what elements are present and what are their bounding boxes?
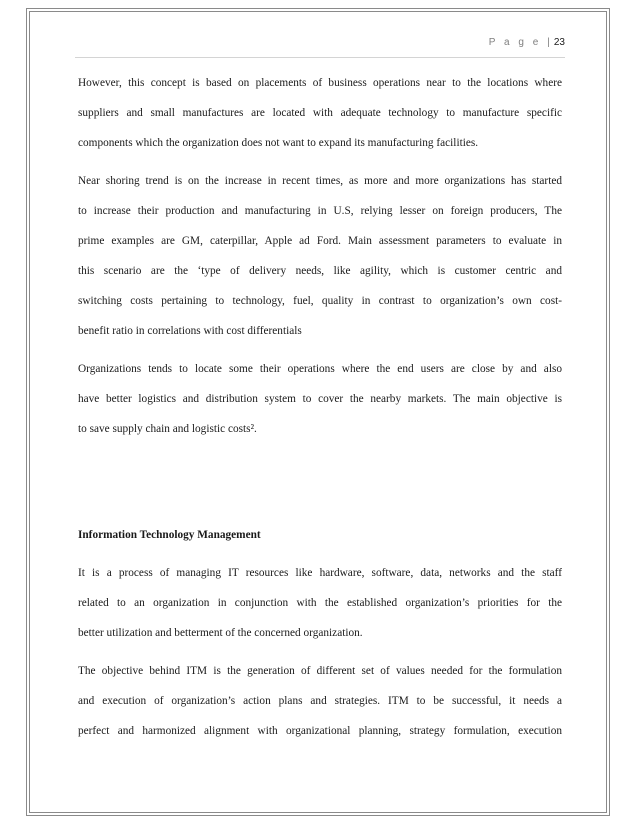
page-label: P a g e — [488, 37, 542, 48]
section-spacer — [78, 452, 562, 520]
text-line: to increase their production and manufacturing in U.S, relying lesser on foreign producers, The — [78, 205, 562, 217]
document-body — [78, 68, 562, 754]
text-line: Organizations tends to locate some their operations where the end users are close by and also — [78, 363, 562, 375]
text-line: have better logistics and distribution system to cover the nearby markets. The main objective is — [78, 393, 562, 405]
text-line: switching costs pertaining to technology, fuel, quality in contrast to organization’s own cost- — [78, 295, 562, 307]
text-line: Near shoring trend is on the increase in recent times, as more and more organizations has started — [78, 175, 562, 187]
paragraph-near-locations — [78, 68, 562, 158]
page-separator: | — [547, 37, 550, 48]
section-heading: Information Technology Management — [78, 529, 261, 541]
text-line: It is a process of managing IT resources like hardware, software, data, networks and the staff — [78, 567, 562, 579]
text-line: The objective behind ITM is the generation of different set of values needed for the formulation — [78, 665, 562, 677]
text-line: better utilization and betterment of the concerned organization. — [78, 627, 363, 639]
page-number: 23 — [553, 37, 565, 48]
paragraph-organizations — [78, 354, 562, 444]
paragraph-itm-definition — [78, 558, 562, 648]
text-line: components which the organization does not want to expand its manufacturing facilities. — [78, 137, 479, 149]
text-line: suppliers and small manufactures are located with adequate technology to manufacture specific — [78, 107, 562, 119]
text-line: to save supply chain and logistic costs². — [78, 423, 257, 435]
paragraph-itm-objective — [78, 656, 562, 746]
text-line: this scenario are the ‘type of delivery needs, like agility, which is customer centric and — [78, 265, 562, 277]
text-line: prime examples are GM, caterpillar, Apple ad Ford. Main assessment parameters to evaluate in — [78, 235, 562, 247]
text-line: benefit ratio in correlations with cost differentials — [78, 325, 302, 337]
text-line: perfect and harmonized alignment with organizational planning, strategy formulation, execution — [78, 725, 562, 737]
paragraph-near-shoring — [78, 166, 562, 346]
page-header — [75, 37, 565, 58]
text-line: related to an organization in conjunction with the established organization’s priorities for the — [78, 597, 562, 609]
text-line: However, this concept is based on placements of business operations near to the locations where — [78, 77, 562, 89]
text-line: and execution of organization’s action plans and strategies. ITM to be successful, it needs a — [78, 695, 562, 707]
